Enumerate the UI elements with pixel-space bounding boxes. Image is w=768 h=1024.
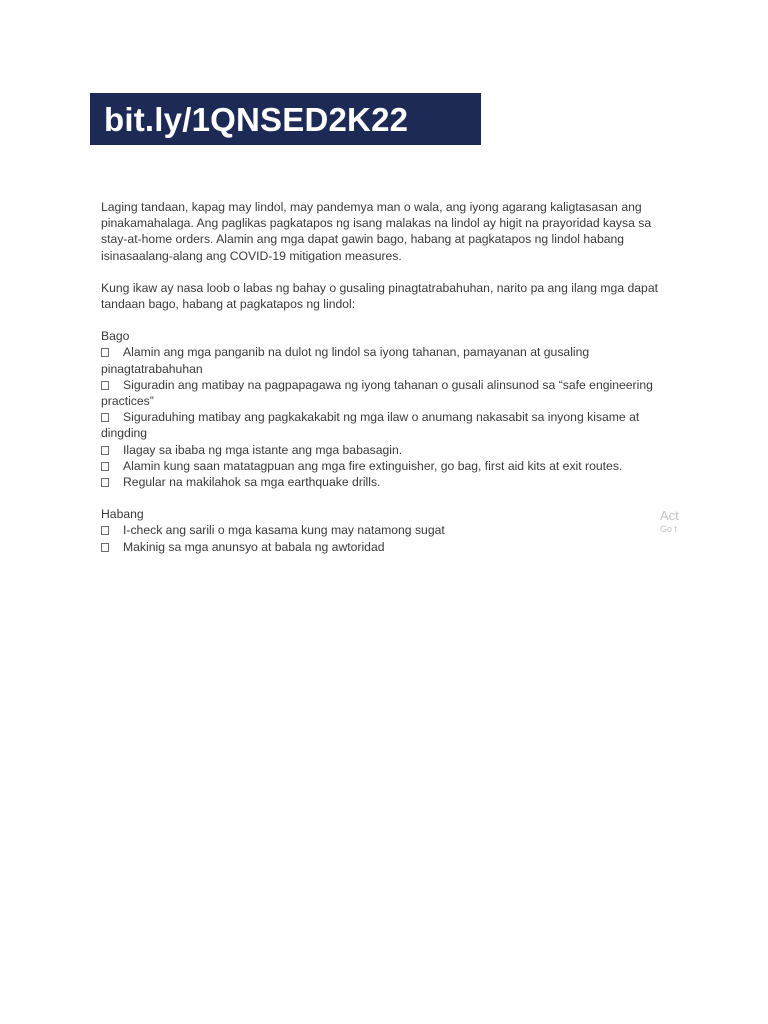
intro-paragraph [101, 199, 681, 264]
list-item [101, 522, 681, 538]
checkbox-bullet-icon [101, 543, 109, 552]
watermark-line: Act [660, 508, 679, 523]
intro-line: pinakamahalaga. Ang paglikas pagkatapos ng isang malakas na lindol ay higit na prayoridad kaysa sa [101, 216, 652, 231]
list-item-text-continued: pinagtatrabahuhan [101, 361, 203, 376]
activation-watermark [660, 509, 679, 535]
list-item-text: I-check ang sarili o mga kasama kung may natamong sugat [123, 523, 445, 538]
link-banner-text: bit.ly/1QNSED2K22 [104, 100, 409, 138]
context-paragraph [101, 280, 681, 312]
list-item [101, 344, 681, 376]
checkbox-bullet-icon [101, 526, 109, 535]
checkbox-bullet-icon [101, 478, 109, 487]
spacer [101, 312, 681, 328]
list-item [101, 377, 681, 409]
habang-section [101, 506, 681, 555]
context-line: Kung ikaw ay nasa loob o labas ng bahay o gusaling pinagtatrabahuhan, narito pa ang ilang mga dapat [101, 280, 658, 295]
spacer [101, 264, 681, 280]
list-item [101, 409, 681, 441]
list-item-text: Ilagay sa ibaba ng mga istante ang mga babasagin. [123, 442, 403, 457]
list-item-text-continued: dingding [101, 426, 148, 441]
checkbox-bullet-icon [101, 446, 109, 455]
list-item [101, 474, 681, 490]
document-body [101, 199, 681, 555]
list-item [101, 539, 681, 555]
intro-line: stay-at-home orders. Alamin ang mga dapat gawin bago, habang at pagkatapos ng lindol habang [101, 232, 625, 247]
list-item-text: Alamin kung saan matatagpuan ang mga fire extinguisher, go bag, first aid kits at exit routes. [123, 458, 623, 473]
checkbox-bullet-icon [101, 462, 109, 471]
list-item-text: Alamin ang mga panganib na dulot ng lindol sa iyong tahanan, pamayanan at gusaling [123, 345, 590, 360]
list-item [101, 458, 681, 474]
link-banner [90, 93, 481, 145]
list-item-text: Regular na makilahok sa mga earthquake drills. [123, 475, 381, 490]
list-item-text: Siguradin ang matibay na pagpapagawa ng iyong tahanan o gusali alinsunod sa “safe engineering [123, 377, 653, 392]
context-line: tandaan bago, habang at pagkatapos ng lindol: [101, 297, 356, 312]
bago-heading: Bago [101, 329, 130, 344]
checkbox-bullet-icon [101, 381, 109, 390]
spacer [101, 490, 681, 506]
checkbox-bullet-icon [101, 413, 109, 422]
habang-heading: Habang [101, 507, 144, 522]
bago-section [101, 328, 681, 490]
watermark-line: Go t [660, 524, 678, 535]
list-item-text: Siguraduhing matibay ang pagkakakabit ng mga ilaw o anumang nakasabit sa inyong kisame at [123, 410, 640, 425]
intro-line: Laging tandaan, kapag may lindol, may pandemya man o wala, ang iyong agarang kaligtasasan ang [101, 200, 642, 214]
list-item-text: Makinig sa mga anunsyo at babala ng awtoridad [123, 539, 385, 554]
intro-line: isinasaalang-alang ang COVID-19 mitigation measures. [101, 248, 402, 263]
checkbox-bullet-icon [101, 348, 109, 357]
list-item-text-continued: practices” [101, 394, 154, 409]
list-item [101, 442, 681, 458]
